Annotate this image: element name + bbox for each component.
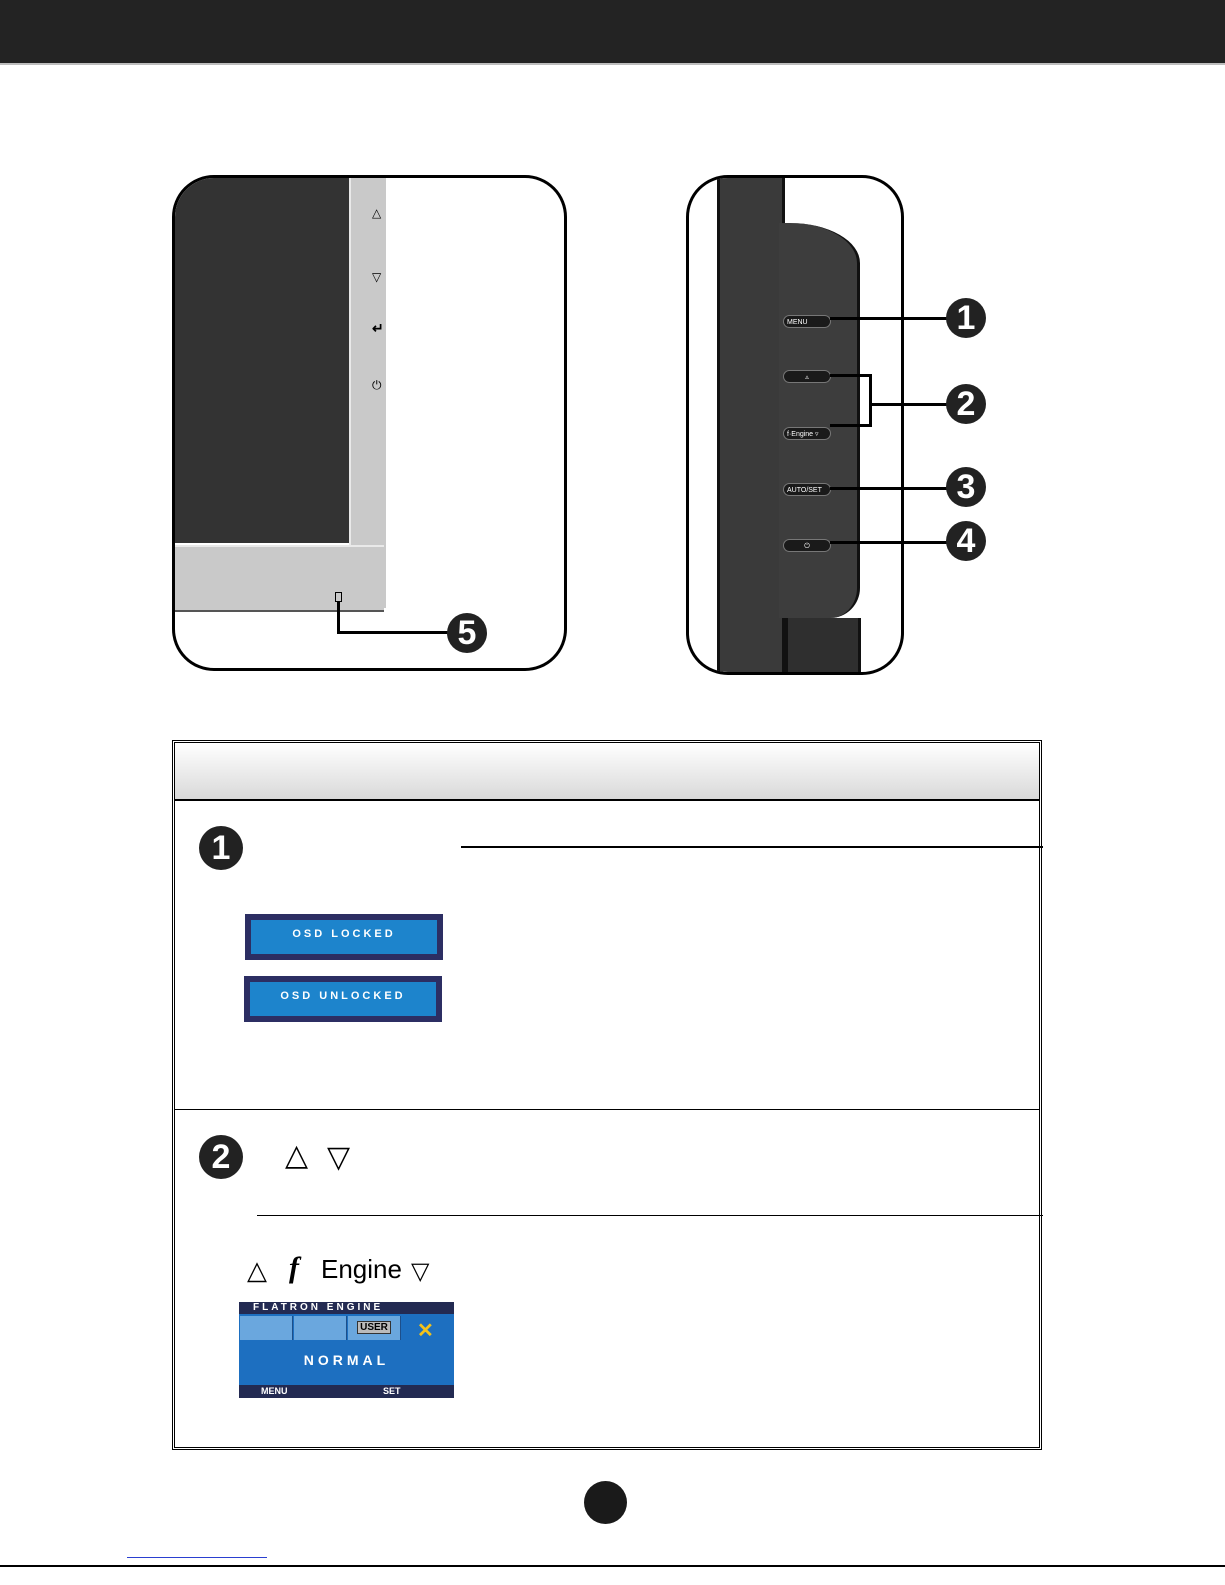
fengine-osd-title: FLATRON ENGINE bbox=[239, 1302, 454, 1314]
up-button[interactable]: ▵ bbox=[783, 370, 831, 383]
up-button-icon[interactable]: △ bbox=[372, 206, 382, 220]
osd-locked-label: OSD LOCKED bbox=[251, 920, 437, 954]
header-divider bbox=[0, 63, 1225, 65]
callout-line bbox=[830, 487, 948, 490]
auto-set-button[interactable]: AUTO/SET bbox=[783, 483, 831, 496]
bezel-bottom bbox=[175, 545, 384, 612]
stand bbox=[785, 618, 861, 672]
menu-button[interactable]: MENU bbox=[783, 315, 831, 328]
callout-line bbox=[830, 374, 872, 377]
callout-1: 1 bbox=[946, 298, 986, 338]
row-2-underline bbox=[257, 1215, 1043, 1216]
fengine-f-icon: f bbox=[289, 1251, 299, 1284]
callout-line bbox=[337, 631, 449, 634]
row-1-number: 1 bbox=[199, 826, 243, 870]
tools-icon: ✕ bbox=[417, 1320, 434, 1342]
fengine-mode-label: NORMAL bbox=[303, 1352, 390, 1368]
fengine-osd-panel bbox=[239, 1302, 454, 1398]
monitor-edge bbox=[717, 178, 785, 672]
power-button-icon[interactable]: ⏻ bbox=[372, 378, 382, 392]
osd-locked-display bbox=[245, 914, 443, 960]
enter-button-icon[interactable]: ↵ bbox=[372, 320, 384, 336]
user-tab bbox=[348, 1316, 401, 1340]
table-bottom bbox=[175, 1447, 1039, 1448]
row-1-underline bbox=[461, 846, 1043, 848]
header-bar bbox=[0, 0, 1225, 63]
screen-area bbox=[175, 178, 349, 543]
front-panel-illustration bbox=[172, 175, 567, 671]
user-tab-label: USER bbox=[357, 1321, 391, 1334]
callout-line bbox=[830, 541, 948, 544]
text-tab-icon bbox=[294, 1316, 347, 1340]
callout-5: 5 bbox=[447, 613, 487, 653]
footer-link[interactable] bbox=[127, 1557, 267, 1558]
button-housing bbox=[779, 223, 860, 618]
osd-unlocked-label: OSD UNLOCKED bbox=[250, 982, 436, 1016]
fengine-down-button[interactable]: f·Engine ▿ bbox=[783, 427, 831, 440]
footer-menu: MENU bbox=[261, 1386, 288, 1396]
page-number-badge bbox=[584, 1481, 627, 1524]
fengine-osd-footer bbox=[239, 1385, 454, 1398]
down-arrow-icon: ▽ bbox=[327, 1141, 351, 1174]
fengine-label: Engine bbox=[321, 1254, 402, 1284]
power-button[interactable]: ⏻ bbox=[783, 539, 831, 552]
bezel-right bbox=[349, 178, 386, 608]
footer-divider bbox=[0, 1565, 1225, 1567]
fengine-down-icon: ▽ bbox=[411, 1258, 430, 1285]
footer-set: SET bbox=[383, 1386, 401, 1396]
osd-unlocked-display bbox=[244, 976, 442, 1022]
callout-line bbox=[337, 602, 340, 634]
movie-tab-icon bbox=[240, 1316, 293, 1340]
callout-line bbox=[830, 424, 872, 427]
callout-4: 4 bbox=[946, 521, 986, 561]
callout-2: 2 bbox=[946, 384, 986, 424]
callout-line bbox=[869, 403, 949, 406]
callout-line bbox=[830, 317, 948, 320]
callout-line bbox=[869, 374, 872, 427]
fengine-up-icon: △ bbox=[247, 1255, 267, 1285]
callout-3: 3 bbox=[946, 467, 986, 507]
power-led bbox=[335, 592, 342, 602]
table-header bbox=[175, 743, 1039, 801]
up-arrow-icon: △ bbox=[285, 1139, 309, 1172]
row-2-number: 2 bbox=[199, 1135, 243, 1179]
row-separator bbox=[175, 1109, 1039, 1110]
down-button-icon[interactable]: ▽ bbox=[372, 270, 382, 284]
